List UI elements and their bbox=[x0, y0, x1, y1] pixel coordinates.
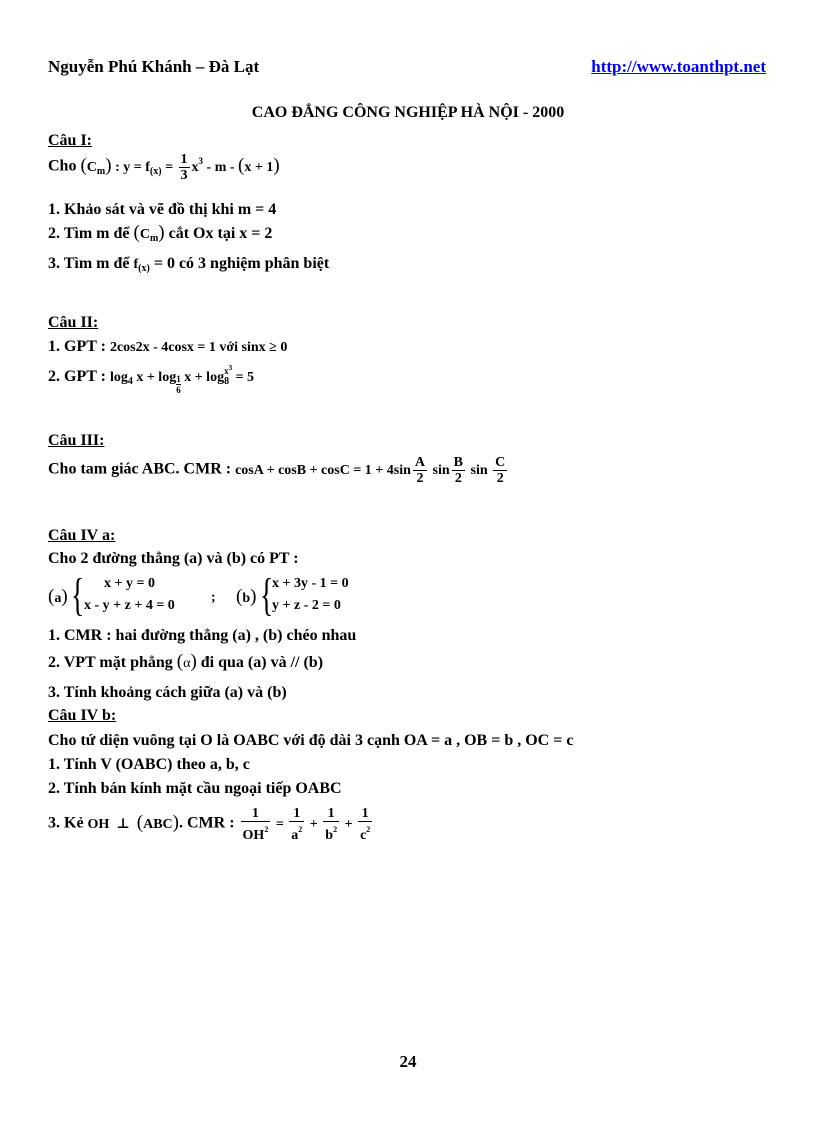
cau4a-intro: Cho 2 đường thẳng (a) và (b) có PT : bbox=[48, 550, 299, 567]
exam-title: CAO ĐẲNG CÔNG NGHIỆP HÀ NỘI - 2000 bbox=[251, 104, 565, 121]
page-number: 24 bbox=[399, 1052, 417, 1071]
cau4a-item-1: 1. CMR : hai đường thẳng (a) , (b) chéo nhau bbox=[48, 627, 357, 644]
line-b-brace: { bbox=[260, 569, 274, 620]
cau1-item-2: 2. Tìm m để $(C_m)$ cắt Ox tại x = 2 bbox=[48, 222, 273, 244]
function-definition: $(C_m)$ : $y = f_{(x)}$ = $\frac{1}{3}$ $x^3 - m - (x + 1)$ bbox=[80, 152, 280, 183]
cau4a-heading: Câu IV a: bbox=[48, 527, 116, 544]
cau4b-item-2: 2. Tính bán kính mặt cầu ngoại tiếp OABC bbox=[48, 780, 342, 797]
document-page: Nguyễn Phú Khánh – Đà Lạt http://www.toanthpt.net CAO ĐẲNG CÔNG NGHIỆP HÀ NỘI - 2000 Câu I: Cho $(C_m)$ : $y = f_{(x)}$ = $\frac{1}{3}$ $x^3 - m - (x + 1)$ 1. Khảo sát và vẽ đồ thị khi m = 4 2. Tìm m để $(C_m)$ cắt Ox tại x = 2 3. Tìm m để $f_{(x)} = 0$ có 3 nghiệm phân biệt Câu II: 1. GPT : 2cos2x - 4cosx = 1 với sinx ≥ 0 2. GPT : $\log_4 x + \log$ $\frac{1}{6}$ $x + \log_8^{x^3} = 5$ Câu III: Cho tam giác ABC. CMR : cosA + cosB + cosC = 1 + 4sin $\frac{A}{2}$ sin $\frac{B}{2}$ sin $\frac{C}{2}$ Câu IV a: Cho 2 đường thẳng (a) và (b) có PT : (a) { x + y = 0 x - y + z + 4 = 0 ; (b) { x + 3y - 1 = 0 y + z - 2 = 0 1. CMR : hai đường thẳng (a) , (b) chéo nhau 2. VPT mặt phẳng (α) đi qua (a) và // (b) 3. Tính khoảng cách giữa (a) và (b) Câu IV b: Cho tứ diện vuông tại O là OABC với độ dài 3 cạnh OA = a , OB = b , OC = c 1. Tính V (OABC) theo a, b, c 2. Tính bán kính mặt cầu ngoại tiếp OABC 3. Kẻ OH ⊥ (ABC). CMR : $\frac{1}{OH^2}$ = $\frac{1}{a^2}$ + $\frac{1}{b^2}$ + $\frac{1}{c^2}$ 24 bbox=[0, 0, 816, 1123]
line-b-label: (b) bbox=[236, 586, 257, 607]
cau2-item-2: 2. GPT : $\log_4 x + \log$ $\frac{1}{6}$ $x + \log_8^{x^3} = 5$ bbox=[48, 364, 255, 395]
cau3-heading: Câu III: bbox=[48, 432, 105, 449]
website-link[interactable]: http://www.toanthpt.net bbox=[591, 57, 766, 76]
cau3-statement: Cho tam giác ABC. CMR : cosA + cosB + cosC = 1 + 4sin $\frac{A}{2}$ sin $\frac{B}{2}$ sin $\frac{C}{2}$ bbox=[48, 455, 506, 486]
cau4b-item-3: 3. Kẻ OH ⊥ (ABC). CMR : $\frac{1}{OH^2}$ = $\frac{1}{a^2}$ + $\frac{1}{b^2}$ + $\frac{1}{c^2}$ bbox=[48, 806, 371, 843]
cau1-heading: Câu I: bbox=[48, 132, 93, 149]
cau4b-intro: Cho tứ diện vuông tại O là OABC với độ dài 3 cạnh OA = a , OB = b , OC = c bbox=[48, 732, 574, 749]
line-b-eq1: x + 3y - 1 = 0 bbox=[272, 576, 349, 591]
cau2-heading: Câu II: bbox=[48, 314, 99, 331]
cau1-function-line bbox=[48, 152, 280, 183]
author-header: Nguyễn Phú Khánh – Đà Lạt bbox=[48, 57, 260, 76]
cau4b-heading: Câu IV b: bbox=[48, 707, 117, 724]
cau1-item-3: 3. Tìm m để $f_{(x)} = 0$ có 3 nghiệm phân biệt bbox=[48, 255, 330, 274]
cau1-item-1: 1. Khảo sát và vẽ đồ thị khi m = 4 bbox=[48, 201, 277, 218]
line-a-eq1: x + y = 0 bbox=[104, 576, 155, 591]
line-a-brace: { bbox=[71, 569, 85, 620]
cau2-item-1: 1. GPT : 2cos2x - 4cosx = 1 với sinx ≥ 0 bbox=[48, 338, 288, 355]
line-a-label: (a) bbox=[48, 586, 68, 607]
cau1-intro: Cho bbox=[48, 157, 77, 175]
cau4a-item-2: 2. VPT mặt phẳng (α) đi qua (a) và // (b) bbox=[48, 651, 324, 672]
line-a-eq2: x - y + z + 4 = 0 bbox=[84, 598, 175, 613]
cau4a-item-3: 3. Tính khoảng cách giữa (a) và (b) bbox=[48, 684, 287, 701]
cau4b-item-1: 1. Tính V (OABC) theo a, b, c bbox=[48, 756, 250, 773]
line-b-eq2: y + z - 2 = 0 bbox=[272, 598, 341, 613]
